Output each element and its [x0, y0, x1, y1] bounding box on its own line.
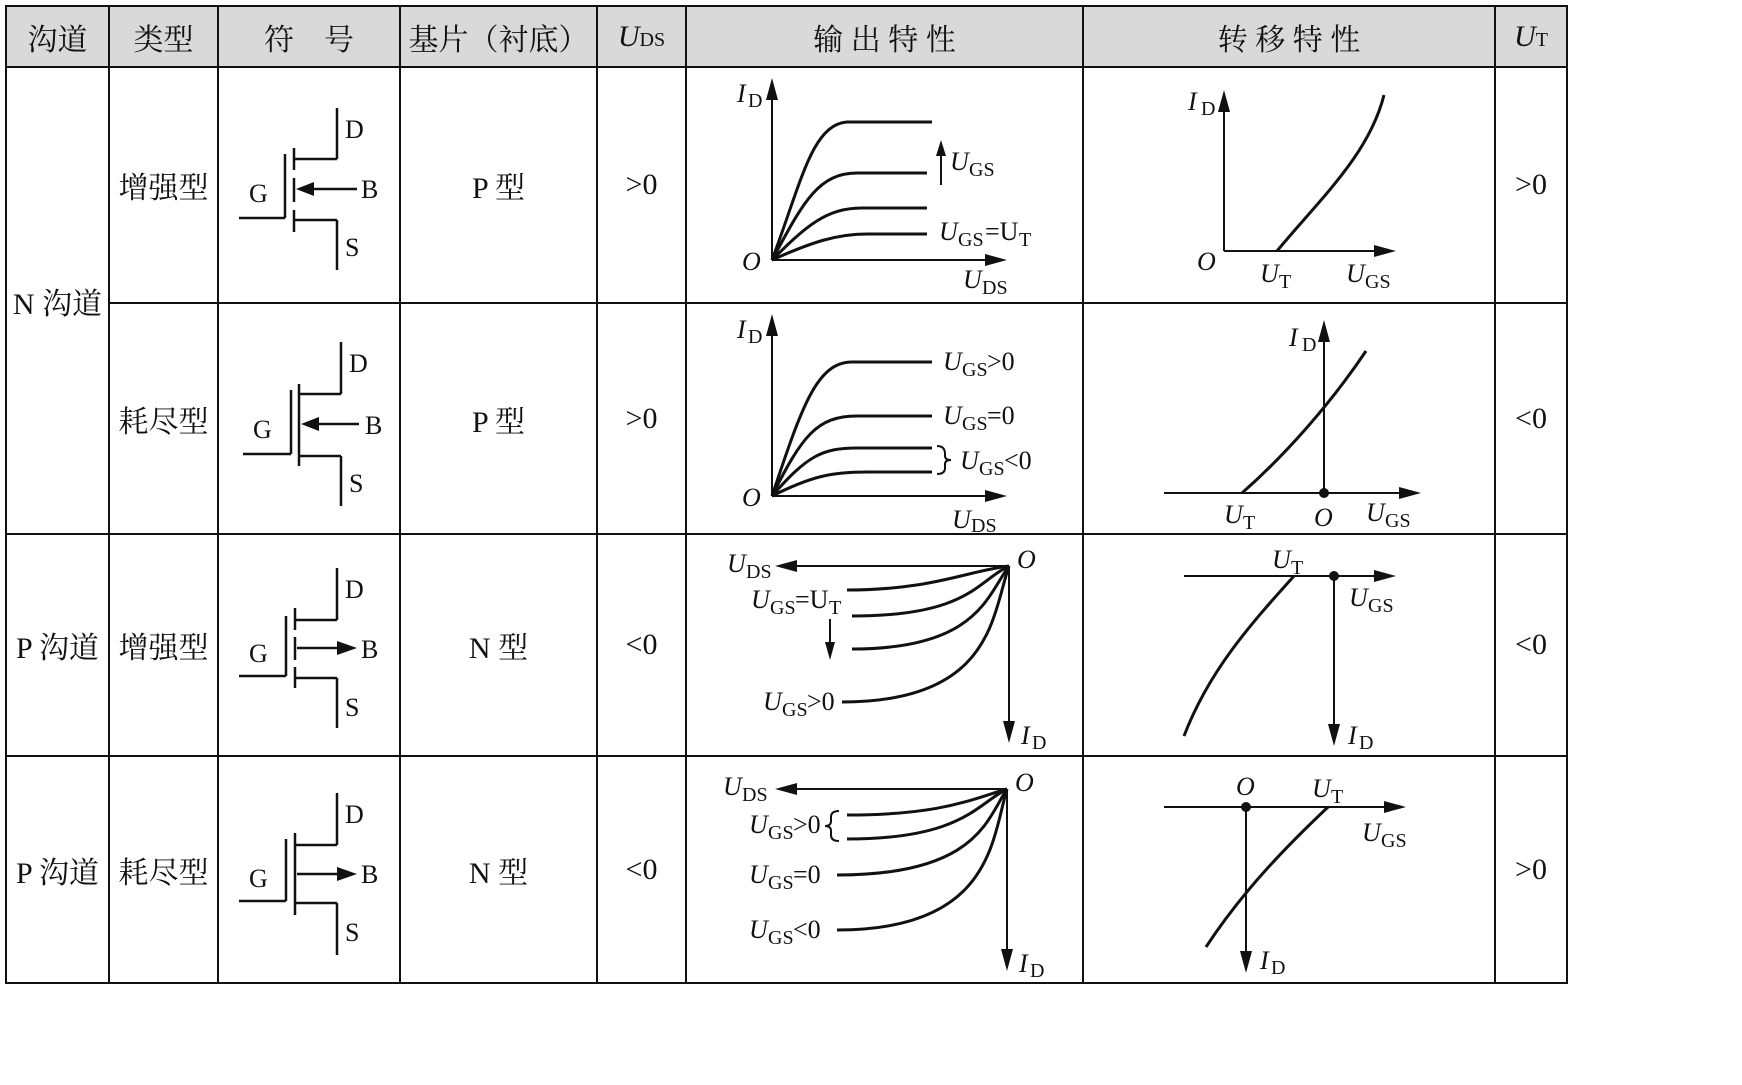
svg-text:I: I	[737, 79, 746, 108]
svg-text:I: I	[1021, 721, 1030, 750]
substrate-cell: N 型	[400, 534, 597, 756]
svg-text:GS: GS	[1385, 509, 1411, 532]
svg-text:GS: GS	[962, 412, 988, 435]
svg-text:U: U	[1312, 773, 1331, 803]
uds-cell: >0	[597, 67, 686, 303]
svg-text:DS: DS	[746, 561, 772, 583]
svg-text:GS: GS	[782, 699, 808, 721]
svg-text:T: T	[1019, 229, 1032, 251]
svg-text:D: D	[748, 90, 763, 112]
svg-text:S: S	[345, 693, 360, 722]
svg-text:U: U	[1260, 259, 1279, 288]
svg-text:=0: =0	[987, 400, 1015, 430]
svg-text:U: U	[952, 504, 971, 532]
svg-text:U: U	[960, 445, 979, 475]
svg-text:S: S	[345, 917, 360, 947]
svg-text:GS: GS	[958, 229, 984, 251]
svg-text:U: U	[943, 346, 962, 376]
svg-text:G: G	[253, 414, 272, 444]
svg-text:D: D	[1032, 732, 1047, 754]
svg-text:D: D	[1302, 333, 1317, 356]
svg-text:T: T	[1331, 785, 1344, 808]
svg-text:G: G	[249, 863, 268, 893]
svg-text:B: B	[361, 859, 379, 889]
svg-text:B: B	[361, 175, 379, 204]
uds-cell: >0	[597, 303, 686, 534]
svg-text:GS: GS	[768, 926, 794, 949]
svg-text:D: D	[748, 325, 763, 348]
svg-text:GS: GS	[768, 871, 794, 894]
svg-text:U: U	[763, 687, 782, 716]
header-uds: UDS	[597, 6, 686, 67]
transfer-characteristics-cell	[1083, 756, 1495, 983]
ut-cell: <0	[1495, 534, 1567, 756]
svg-text:DS: DS	[742, 783, 768, 806]
output-characteristics-plot	[687, 536, 1082, 754]
svg-text:U: U	[749, 809, 768, 839]
svg-text:U: U	[723, 771, 742, 801]
ut-cell: <0	[1495, 303, 1567, 534]
output-characteristics-cell	[686, 303, 1083, 534]
mosfet-characteristics-table	[5, 5, 1568, 984]
svg-text:I: I	[1188, 87, 1197, 116]
svg-text:GS: GS	[768, 821, 794, 844]
uds-cell: <0	[597, 756, 686, 983]
svg-text:GS: GS	[969, 159, 995, 181]
svg-text:U: U	[1362, 817, 1381, 847]
nmos-enhancement-symbol	[219, 70, 399, 300]
symbol-cell	[218, 67, 400, 303]
svg-text:D: D	[345, 575, 364, 604]
svg-text:=U: =U	[795, 585, 829, 614]
header-transfer-characteristics: 转 移 特 性	[1083, 6, 1495, 67]
type-cell: 耗尽型	[109, 303, 218, 534]
svg-text:U: U	[939, 217, 958, 246]
svg-text:U: U	[963, 265, 982, 294]
output-characteristics-plot	[687, 759, 1082, 981]
symbol-cell	[218, 756, 400, 983]
transfer-characteristics-plot	[1084, 306, 1494, 532]
transfer-characteristics-plot	[1084, 759, 1494, 981]
table-row	[6, 67, 1567, 303]
svg-text:G: G	[249, 179, 268, 208]
svg-text:O: O	[742, 482, 761, 512]
pmos-depletion-symbol	[219, 759, 399, 981]
channel-cell: N 沟道	[6, 67, 109, 534]
channel-cell: P 沟道	[6, 756, 109, 983]
transfer-characteristics-plot	[1084, 536, 1494, 754]
svg-text:U: U	[751, 585, 770, 614]
svg-text:=0: =0	[793, 859, 821, 889]
svg-text:T: T	[1279, 271, 1292, 293]
svg-text:>0: >0	[807, 687, 835, 716]
output-characteristics-cell	[686, 756, 1083, 983]
type-cell: 耗尽型	[109, 756, 218, 983]
type-cell: 增强型	[109, 534, 218, 756]
svg-text:=U: =U	[985, 217, 1019, 246]
output-characteristics-plot	[687, 306, 1082, 532]
ut-cell: >0	[1495, 67, 1567, 303]
output-characteristics-plot	[687, 70, 1082, 300]
svg-text:U: U	[1349, 583, 1368, 612]
svg-text:U: U	[727, 549, 746, 578]
substrate-cell: P 型	[400, 67, 597, 303]
svg-text:O: O	[1197, 247, 1216, 276]
svg-text:>0: >0	[793, 809, 821, 839]
channel-cell: P 沟道	[6, 534, 109, 756]
svg-text:U: U	[1366, 497, 1385, 527]
svg-text:B: B	[361, 635, 379, 664]
svg-text:I: I	[1289, 322, 1298, 352]
svg-text:<0: <0	[1004, 445, 1032, 475]
svg-text:G: G	[249, 639, 268, 668]
type-cell: 增强型	[109, 67, 218, 303]
svg-text:U: U	[1224, 499, 1243, 529]
substrate-cell: P 型	[400, 303, 597, 534]
header-type: 类型	[109, 6, 218, 67]
header-channel: 沟道	[6, 6, 109, 67]
svg-text:GS: GS	[1368, 595, 1394, 617]
nmos-depletion-symbol	[219, 306, 399, 532]
svg-text:U: U	[950, 147, 969, 176]
table-row	[6, 534, 1567, 756]
uds-cell: <0	[597, 534, 686, 756]
output-characteristics-cell	[686, 67, 1083, 303]
svg-text:D: D	[345, 115, 364, 144]
svg-text:DS: DS	[982, 277, 1008, 299]
table-row	[6, 303, 1567, 534]
svg-text:>0: >0	[987, 346, 1015, 376]
svg-text:T: T	[1243, 511, 1256, 532]
transfer-characteristics-cell	[1083, 303, 1495, 534]
svg-text:U: U	[943, 400, 962, 430]
svg-text:GS: GS	[1381, 829, 1407, 852]
header-ut: UT	[1495, 6, 1567, 67]
svg-text:T: T	[829, 597, 842, 619]
svg-text:D: D	[1201, 98, 1216, 120]
pmos-enhancement-symbol	[219, 536, 399, 754]
transfer-characteristics-cell	[1083, 67, 1495, 303]
svg-text:U: U	[1272, 545, 1291, 574]
ut-cell: >0	[1495, 756, 1567, 983]
svg-text:T: T	[1291, 557, 1304, 579]
svg-text:GS: GS	[979, 457, 1005, 480]
svg-text:D: D	[1030, 959, 1045, 981]
transfer-characteristics-plot	[1084, 70, 1494, 300]
output-characteristics-cell	[686, 534, 1083, 756]
svg-text:S: S	[345, 233, 360, 262]
svg-text:I: I	[737, 314, 746, 344]
svg-text:I: I	[1348, 721, 1357, 750]
header-row	[6, 6, 1567, 67]
header-substrate: 基片（衬底）	[400, 6, 597, 67]
svg-text:D: D	[349, 348, 368, 378]
svg-text:S: S	[349, 468, 364, 498]
svg-text:D: D	[1359, 732, 1374, 754]
svg-text:D: D	[345, 799, 364, 829]
svg-text:O: O	[1314, 502, 1333, 532]
table-row	[6, 756, 1567, 983]
svg-text:GS: GS	[770, 597, 796, 619]
svg-text:O: O	[742, 247, 761, 276]
svg-text:I: I	[1260, 945, 1269, 975]
svg-text:DS: DS	[971, 514, 997, 532]
header-symbol: 符 号	[218, 6, 400, 67]
symbol-cell	[218, 534, 400, 756]
svg-text:GS: GS	[962, 358, 988, 381]
svg-text:I: I	[1019, 948, 1028, 978]
svg-text:O: O	[1236, 771, 1255, 801]
svg-text:O: O	[1017, 545, 1036, 574]
svg-text:U: U	[749, 859, 768, 889]
svg-text:GS: GS	[1365, 271, 1391, 293]
svg-text:<0: <0	[793, 914, 821, 944]
substrate-cell: N 型	[400, 756, 597, 983]
symbol-cell	[218, 303, 400, 534]
svg-text:U: U	[1346, 259, 1365, 288]
header-output-characteristics: 输 出 特 性	[686, 6, 1083, 67]
svg-text:D: D	[1271, 956, 1286, 979]
svg-text:O: O	[1015, 767, 1034, 797]
svg-text:B: B	[365, 410, 383, 440]
svg-text:U: U	[749, 914, 768, 944]
transfer-characteristics-cell	[1083, 534, 1495, 756]
